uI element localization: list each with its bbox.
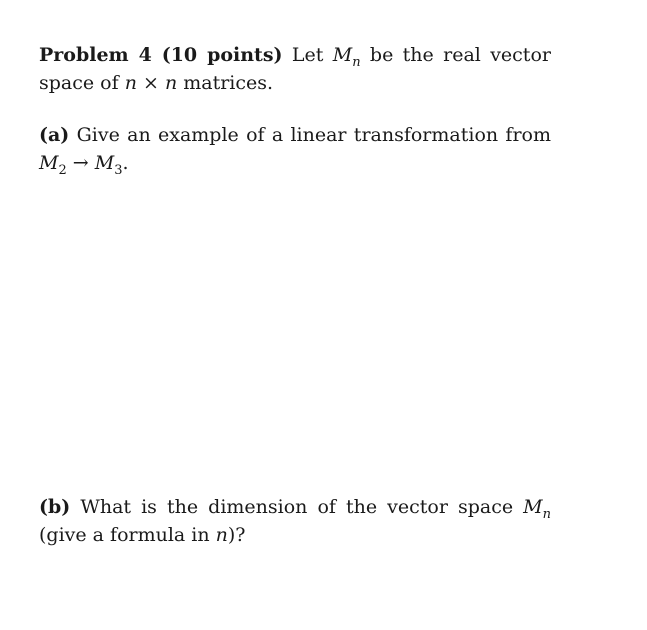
part-b-text-1: What is the dimension of the vector space (70, 496, 524, 518)
part-a-label: (a) (39, 124, 70, 146)
part-a-end: . (122, 152, 129, 174)
part-b-question (39, 493, 551, 549)
part-a-question (39, 121, 551, 177)
math-n: n (215, 524, 228, 546)
part-b-text-3: )? (227, 524, 246, 546)
arrow-symbol: → (66, 152, 95, 174)
math-n: n (124, 72, 137, 94)
problem-text-4: matrices. (177, 72, 274, 94)
math-m: $M_n$ (332, 44, 361, 70)
part-b-label: (b) (39, 496, 71, 518)
problem-statement (39, 41, 551, 97)
problem-heading: Problem 4 (10 points) (39, 44, 283, 66)
math-m3: $M_3$ (94, 152, 123, 178)
problem-text-1: Let (291, 44, 333, 66)
math-n: n (164, 72, 178, 94)
part-a-text: Give an example of a linear transformation from (69, 124, 551, 146)
problem-text-2: be the real vector space of (39, 44, 551, 94)
math-mn: $M_n$ (523, 496, 551, 522)
math-m2: $M_2$ (39, 152, 67, 178)
times-symbol: × (136, 72, 165, 94)
part-b-text-2: (give a formula in (39, 524, 216, 546)
